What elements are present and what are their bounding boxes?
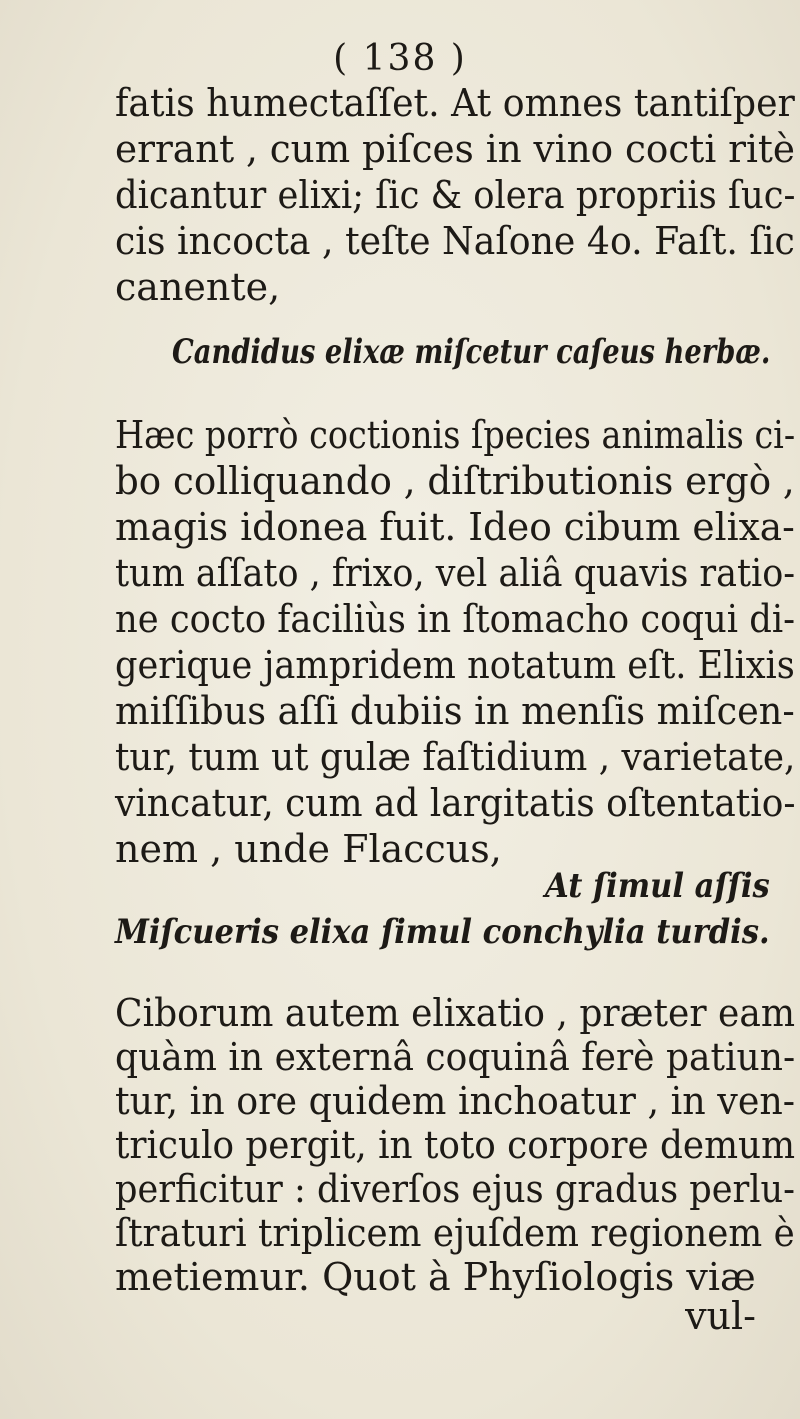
page-number: ( 138 ) (333, 38, 467, 79)
text-line: metiemur. Quot à Phyſiologis viæ (115, 1255, 756, 1299)
text-line: triculo pergit, in toto corpore demum (115, 1123, 796, 1167)
text-line: quàm in externâ coquinâ ferè patiun- (115, 1035, 796, 1079)
text-line: errant , cum piſces in vino cocti ritè (115, 127, 796, 171)
text-line: canente, (115, 265, 281, 309)
text-line: cis incocta , teſte Naſone 4o. Faſt. ſic (115, 219, 795, 263)
text-line: tur, tum ut gulæ faſtidium , varietate, (115, 735, 796, 779)
text-line: miſſibus aſſi dubiis in menſis miſcen- (115, 689, 795, 733)
verse-quote-line: At ſimul aſſis (545, 866, 770, 906)
catchword: vul- (685, 1294, 756, 1338)
text-line: fatis humectaſſet. At omnes tantiſper (115, 81, 795, 125)
text-line: gerique jampridem notatum eſt. Elixis (115, 643, 795, 687)
text-line: ne cocto faciliùs in ſtomacho coqui di- (115, 597, 796, 641)
text-line: tum aſſato , frixo, vel aliâ quavis ratio- (115, 551, 796, 595)
text-line: vincatur, cum ad largitatis oſtentatio- (115, 781, 796, 825)
text-line: perficitur : diverſos ejus gradus perlu- (115, 1167, 796, 1211)
text-line: Ciborum autem elixatio , præter eam (115, 991, 796, 1035)
verse-quote: Candidus elixæ miſcetur caſeus herbæ. (172, 332, 771, 372)
text-line: bo colliquando , diſtributionis ergò , (115, 459, 795, 503)
text-line: magis idonea fuit. Ideo cibum elixa- (115, 505, 795, 549)
text-line: ſtraturi triplicem ejuſdem regionem è (115, 1211, 795, 1255)
text-line: Hæc porrò coctionis ſpecies animalis ci- (115, 413, 796, 457)
verse-quote-line: Miſcueris elixa ſimul conchylia turdis. (115, 912, 770, 952)
text-line: dicantur elixi; ſic & olera propriis ſuc- (115, 173, 796, 217)
text-line: nem , unde Flaccus, (115, 827, 502, 871)
text-line: tur, in ore quidem inchoatur , in ven- (115, 1079, 796, 1123)
